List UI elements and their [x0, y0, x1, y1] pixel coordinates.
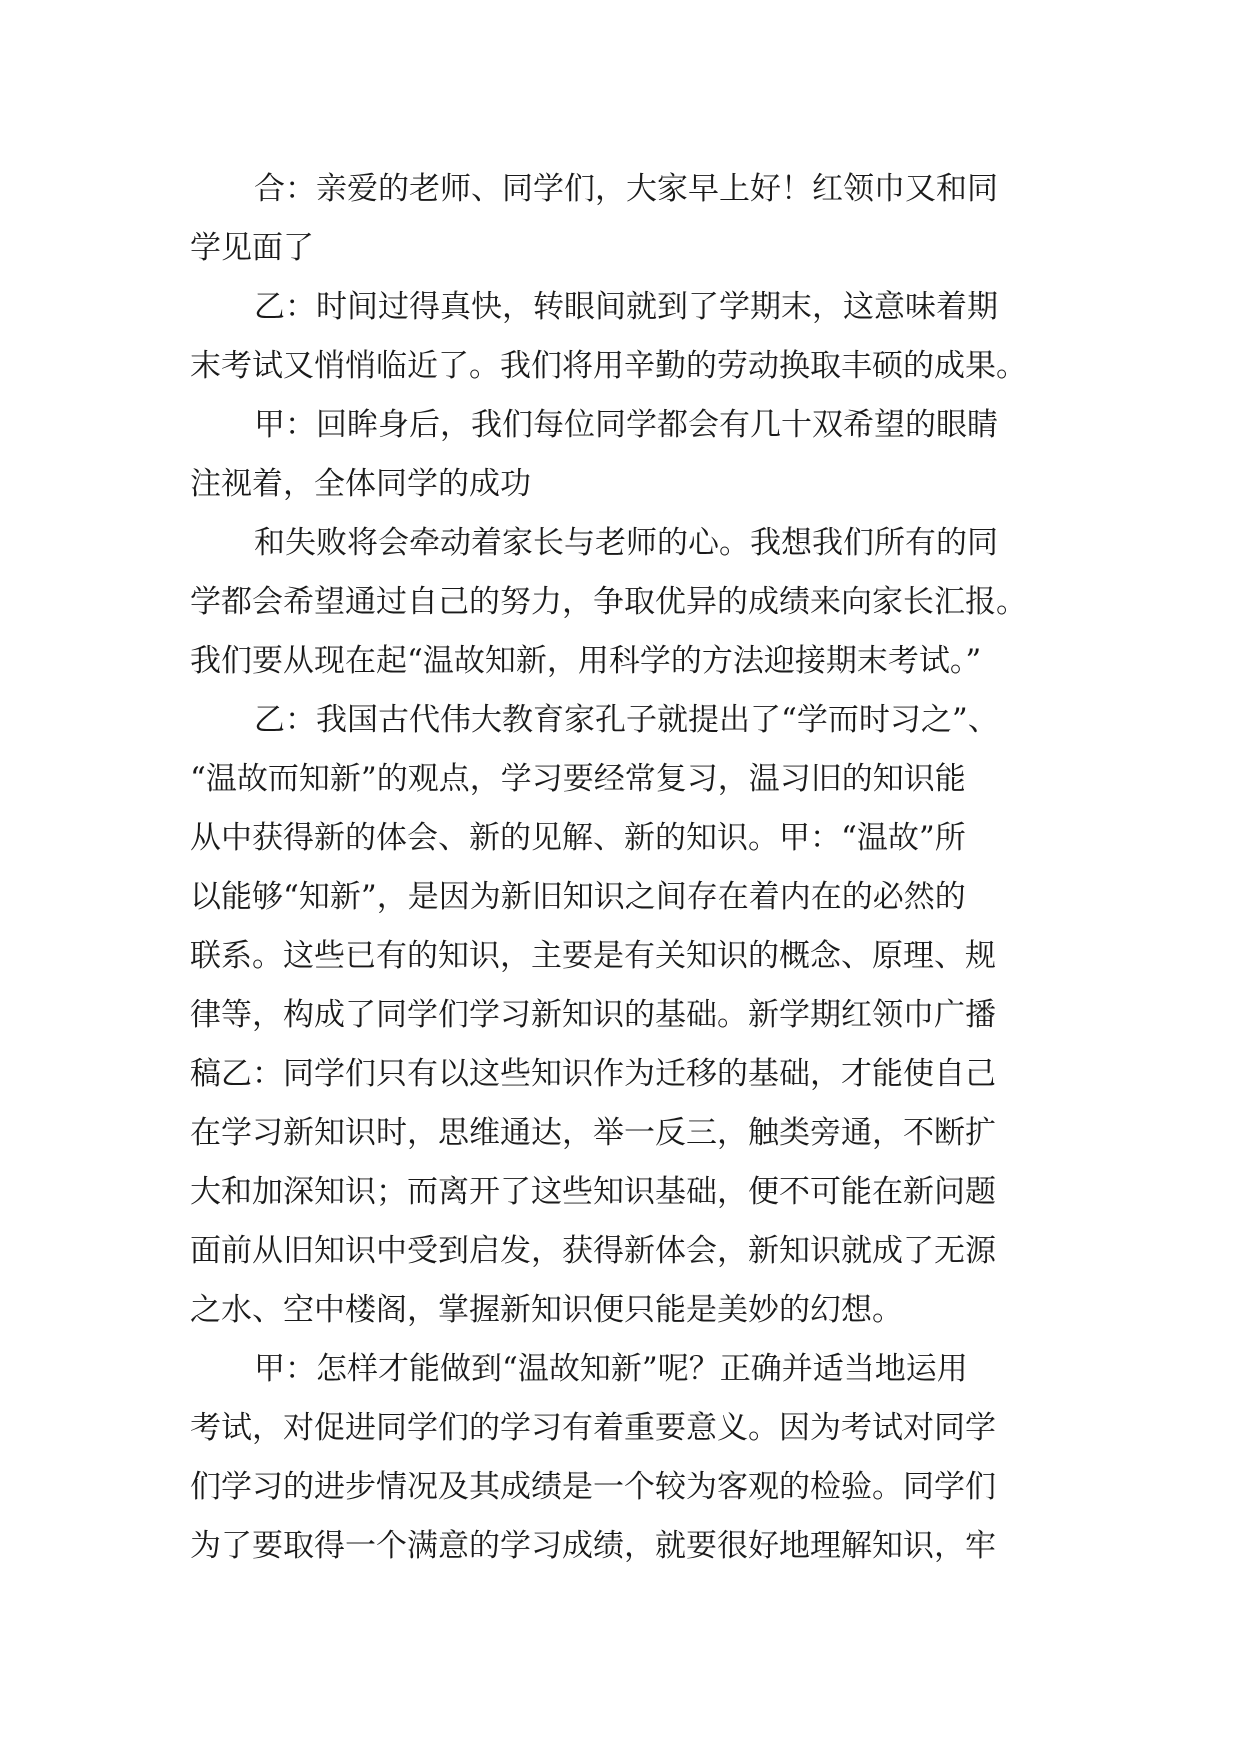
text-line: 们学习的进步情况及其成绩是一个较为客观的检验。同学们	[190, 1469, 996, 1505]
text-line: 注视着，全体同学的成功	[190, 466, 531, 502]
text-line: 以能够“知新”，是因为新旧知识之间存在着内在的必然的	[190, 879, 966, 915]
text-line: 乙：时间过得真快，转眼间就到了学期末，这意味着期	[254, 289, 998, 325]
text-line: 为了要取得一个满意的学习成绩，就要很好地理解知识，牢	[190, 1528, 996, 1564]
text-line: 大和加深知识；而离开了这些知识基础，便不可能在新问题	[190, 1174, 996, 1210]
text-line: 学见面了	[190, 230, 314, 266]
text-line: 之水、空中楼阁，掌握新知识便只能是美妙的幻想。	[190, 1292, 903, 1328]
text-line: 和失败将会牵动着家长与老师的心。我想我们所有的同	[254, 525, 998, 561]
text-line: 在学习新知识时，思维通达，举一反三，触类旁通，不断扩	[190, 1115, 996, 1151]
text-line: 联系。这些已有的知识，主要是有关知识的概念、原理、规	[190, 938, 996, 974]
text-line: 律等，构成了同学们学习新知识的基础。新学期红领巾广播	[190, 997, 996, 1033]
text-line: 甲：回眸身后，我们每位同学都会有几十双希望的眼睛	[254, 407, 998, 443]
text-line: 乙：我国古代伟大教育家孔子就提出了“学而时习之”、	[254, 702, 999, 738]
text-line: 我们要从现在起“温故知新，用科学的方法迎接期末考试。”	[190, 643, 982, 679]
text-line: 面前从旧知识中受到启发，获得新体会，新知识就成了无源	[190, 1233, 996, 1269]
text-line: 稿乙：同学们只有以这些知识作为迁移的基础，才能使自己	[190, 1056, 996, 1092]
text-line: 甲：怎样才能做到“温故知新”呢？正确并适当地运用	[254, 1351, 968, 1387]
text-line: “温故而知新”的观点，学习要经常复习，温习旧的知识能	[190, 761, 966, 797]
text-line: 末考试又悄悄临近了。我们将用辛勤的劳动换取丰硕的成果。	[190, 348, 1027, 384]
text-line: 考试，对促进同学们的学习有着重要意义。因为考试对同学	[190, 1410, 996, 1446]
text-line: 合：亲爱的老师、同学们，大家早上好！红领巾又和同	[254, 171, 998, 207]
text-line: 学都会希望通过自己的努力，争取优异的成绩来向家长汇报。	[190, 584, 1027, 620]
body-text	[190, 160, 1070, 1576]
text-line: 从中获得新的体会、新的见解、新的知识。甲：“温故”所	[190, 820, 966, 856]
